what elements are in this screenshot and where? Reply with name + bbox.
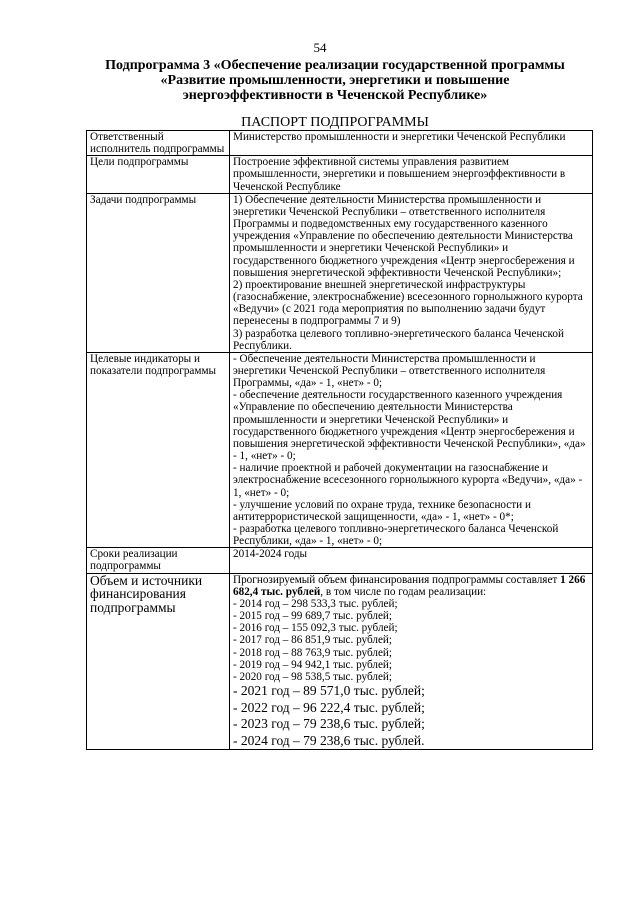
financing-year: - 2015 год – 99 689,7 тыс. рублей; — [233, 610, 393, 623]
financing-year: - 2019 год – 94 942,1 тыс. рублей; — [233, 658, 393, 671]
task-item: 3) разработка целевого топливно-энергетического баланса Чеченской Республики. — [233, 327, 564, 352]
row-label-financing: Объем и источники финансирования подпрограммы — [87, 573, 230, 749]
financing-year: - 2017 год – 86 851,9 тыс. рублей; — [233, 634, 393, 647]
task-item: 2) проектирование внешней энергетической инфраструктуры (газоснабжение, электроснабжение) всесезонного горнолыжного курорта «Ведучи» (с 2021 года мероприятия по выполнению задачи будут перенесены в подпрограммы 7 и 9) — [233, 278, 583, 328]
indicator-item: - улучшение условий по охране труда, технике безопасности и антитеррористической защищенности, «да» - 1, «нет» - 0*; — [233, 498, 531, 523]
row-value-financing — [230, 573, 593, 749]
indicator-item: - разработка целевого топливно-энергетического баланса Чеченской Республики, «да» - 1, «нет» - 0; — [233, 523, 559, 548]
passport-heading: ПАСПОРТ ПОДПРОГРАММЫ — [241, 115, 429, 130]
page-number: 54 — [313, 40, 327, 55]
table-row — [87, 156, 593, 193]
financing-year: - 2016 год – 155 092,3 тыс. рублей; — [233, 622, 398, 635]
indicator-item: - обеспечение деятельности государственного казенного учреждения «Управление по обеспечению деятельности Министерства промышленности и энергетики Чеченской Республики» и государственного бюджетного учреждения «Центр энергосбережения и повышения энергетической эффективности Чеченской Республики», «да» - 1, «нет» - 0; — [233, 389, 586, 463]
financing-year: - 2023 год – 79 238,6 тыс. рублей; — [233, 716, 425, 732]
title-line: Подпрограмма 3 «Обеспечение реализации государственной программы — [105, 58, 565, 73]
financing-intro-after: , в том числе по годам реализации: — [320, 585, 487, 598]
financing-year: - 2021 год – 89 571,0 тыс. рублей; — [233, 683, 425, 699]
financing-total: 1 266 682,4 тыс. рублей — [233, 573, 586, 598]
table-row — [87, 548, 593, 573]
passport-table — [86, 130, 593, 750]
financing-intro — [233, 574, 589, 598]
row-value-executor: Министерство промышленности и энергетики Чеченской Республики — [230, 131, 593, 156]
financing-year: - 2024 год – 79 238,6 тыс. рублей. — [233, 732, 425, 748]
task-item: 1) Обеспечение деятельности Министерства промышленности и энергетики Чеченской Республики – ответственного исполнителя Программы и подведомственных ему государственного казенного учреждения «Управление по обеспечению деятельности Министерства промышленности и энергетики Чеченской Республики» и государственного бюджетного учреждения «Центр энергосбережения и повышения энергетической эффективности Чеченской Республики»; — [233, 193, 575, 279]
row-label-goals: Цели подпрограммы — [87, 156, 230, 193]
row-label-executor: Ответственный исполнитель подпрограммы — [87, 131, 230, 156]
title-line: «Развитие промышленности, энергетики и повышение — [160, 73, 510, 88]
title-line: энергоэффективности в Чеченской Республике» — [182, 88, 488, 103]
row-value-goals: Построение эффективной системы управления развитием промышленности, энергетики и повышением энергоэффективности в Чеченской Республике — [230, 156, 593, 193]
table-row — [87, 193, 593, 352]
financing-year: - 2018 год – 88 763,9 тыс. рублей; — [233, 646, 393, 659]
table-row — [87, 573, 593, 749]
row-label-timeline: Сроки реализации подпрограммы — [87, 548, 230, 573]
financing-intro-before: Прогнозируемый объем финансирования подпрограммы составляет — [233, 573, 561, 586]
row-value-indicators — [230, 352, 593, 548]
indicator-item: - Обеспечение деятельности Министерства промышленности и энергетики Чеченской Республики – ответственного исполнителя Программы, «да» - 1, «нет» - 0; — [233, 352, 546, 390]
financing-year: - 2014 год – 298 533,3 тыс. рублей; — [233, 597, 398, 610]
financing-year: - 2020 год – 98 538,5 тыс. рублей; — [233, 670, 393, 683]
row-value-timeline: 2014-2024 годы — [230, 548, 593, 573]
financing-year: - 2022 год – 96 222,4 тыс. рублей; — [233, 699, 425, 715]
row-label-tasks: Задачи подпрограммы — [87, 193, 230, 352]
indicator-item: - наличие проектной и рабочей документации на газоснабжение и электроснабжение всесезонного горнолыжного курорта «Ведучи», «да» - 1, «нет» - 0; — [233, 462, 583, 499]
row-value-tasks — [230, 193, 593, 352]
table-row — [87, 131, 593, 156]
row-label-indicators: Целевые индикаторы и показатели подпрограммы — [87, 352, 230, 548]
document-title — [80, 58, 590, 103]
table-row — [87, 352, 593, 548]
